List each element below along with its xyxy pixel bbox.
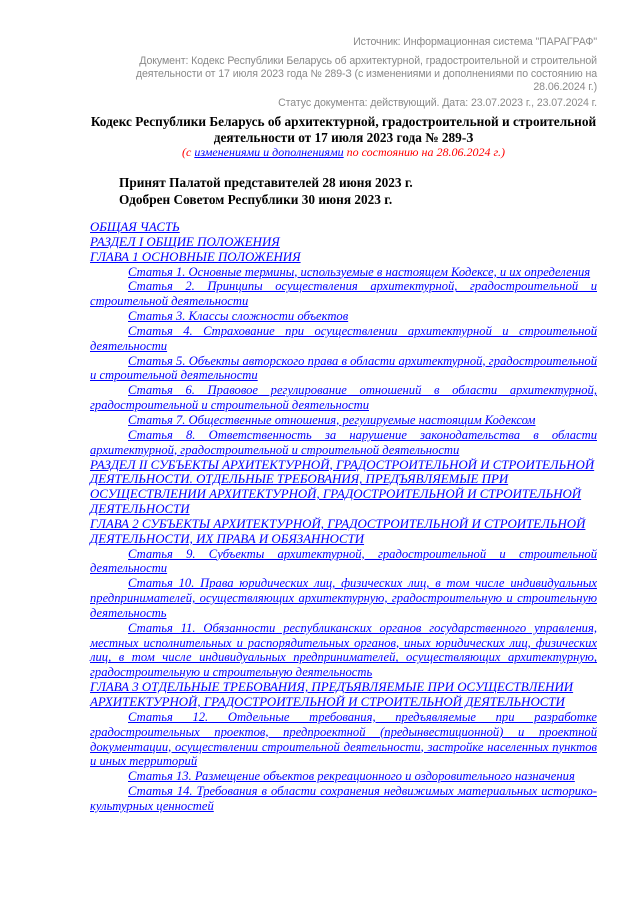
source-line: Источник: Информационная система "ПАРАГРАФ" [353, 36, 597, 48]
table-of-contents [90, 220, 597, 814]
toc-heading-link[interactable]: ОБЩАЯ ЧАСТЬ [90, 220, 180, 234]
amendment-note [90, 145, 597, 161]
toc-heading-link[interactable]: РАЗДЕЛ II СУБЪЕКТЫ АРХИТЕКТУРНОЙ, ГРАДОСТРОИТЕЛЬНОЙ И СТРОИТЕЛЬНОЙ ДЕЯТЕЛЬНОСТИ. ОТДЕЛЬНЫЕ ТРЕБОВАНИЯ, ПРЕДЪЯВЛЯЕМЫЕ ПРИ ОСУЩЕСТВЛЕНИИ АРХИТЕКТУРНОЙ, ГРАДОСТРОИТЕЛЬНОЙ И СТРОИТЕЛЬНОЙ ДЕЯТЕЛЬНОСТИ [90, 457, 595, 517]
status-line: Статус документа: действующий. Дата: 23.07.2023 г., 23.07.2024 г. [278, 97, 597, 109]
toc-article-link[interactable]: Статья 1. Основные термины, используемые в настоящем Кодексе, и их определения [128, 264, 591, 279]
toc-article-link[interactable]: Статья 8. Ответственность за нарушение законодательства в области архитектурной, градостроительной и строительной деятельности [90, 427, 597, 457]
toc-article-link[interactable]: Статья 13. Размещение объектов рекреационного и оздоровительного назначения [128, 769, 575, 784]
amendments-link[interactable]: изменениями и дополнениями [194, 145, 344, 159]
approved-line: Одобрен Советом Республики 30 июня 2023 г. [119, 192, 393, 207]
toc-article-link[interactable]: Статья 6. Правовое регулирование отношений в области архитектурной, градостроительной и строительной деятельности [90, 383, 597, 413]
toc-heading-link[interactable]: ГЛАВА 1 ОСНОВНЫЕ ПОЛОЖЕНИЯ [90, 249, 301, 264]
toc-article-link[interactable]: Статья 12. Отдельные требования, предъявляемые при разработке градостроительных проектов, предпроектной (предынвестиционной) и проектной документации, осуществлении строительной деятельности, застройке населенных пунктов и иных территорий [90, 709, 597, 769]
toc-heading-link[interactable]: ГЛАВА 3 ОТДЕЛЬНЫЕ ТРЕБОВАНИЯ, ПРЕДЪЯВЛЯЕМЫЕ ПРИ ОСУЩЕСТВЛЕНИИ АРХИТЕКТУРНОЙ, ГРАДОСТРОИТЕЛЬНОЙ И СТРОИТЕЛЬНОЙ ДЕЯТЕЛЬНОСТИ [90, 680, 574, 709]
toc-article-link[interactable]: Статья 10. Права юридических лиц, физических лиц, в том числе индивидуальных предпринимателей, осуществляющих архитектурную, градостроительную и строительную деятельность [90, 576, 597, 620]
document-line: Документ: Кодекс Республики Беларусь об архитектурной, градостроительной и строительной деятельности от 17 июля 2023 года № 289-З (с изменениями и дополнениями по состоянию на 28.06.2024 г.) [135, 55, 597, 93]
amendment-open: (с [182, 145, 195, 159]
toc-article-link[interactable]: Статья 2. Принципы осуществления архитектурной, градостроительной и строительной деятельности [90, 279, 597, 309]
toc-article-link[interactable]: Статья 5. Объекты авторского права в области архитектурной, градостроительной и строительной деятельности [90, 353, 597, 383]
toc-article-link[interactable]: Статья 11. Обязанности республиканских органов государственного управления, местных исполнительных и распорядительных органов, иных юридических лиц, физических лиц, в том числе индивидуальных предпринимателей, осуществляющих архитектурную, градостроительную и строительную деятельность [90, 620, 597, 680]
document-title [90, 114, 597, 161]
adoption-info [119, 174, 413, 208]
toc-heading-link[interactable]: РАЗДЕЛ I ОБЩИЕ ПОЛОЖЕНИЯ [90, 234, 280, 249]
toc-heading-link[interactable]: ГЛАВА 2 СУБЪЕКТЫ АРХИТЕКТУРНОЙ, ГРАДОСТРОИТЕЛЬНОЙ И СТРОИТЕЛЬНОЙ ДЕЯТЕЛЬНОСТИ, ИХ ПРАВА И ОБЯЗАННОСТИ [90, 516, 586, 546]
toc-article-link[interactable]: Статья 14. Требования в области сохранения недвижимых материальных историко-культурных ценностей [90, 784, 597, 813]
toc-article-link[interactable]: Статья 3. Классы сложности объектов [128, 309, 349, 324]
title-text: Кодекс Республики Беларусь об архитектурной, градостроительной и строительной деятельности от 17 июля 2023 года № 289-З [90, 114, 597, 145]
toc-article-link[interactable]: Статья 7. Общественные отношения, регулируемые настоящим Кодексом [128, 412, 536, 427]
amendment-rest: по состоянию на 28.06.2024 г.) [343, 145, 505, 159]
adopted-line: Принят Палатой представителей 28 июня 2023 г. [119, 175, 413, 190]
toc-article-link[interactable]: Статья 4. Страхование при осуществлении архитектурной и строительной деятельности [90, 323, 597, 353]
toc-article-link[interactable]: Статья 9. Субъекты архитектурной, градостроительной и строительной деятельности [90, 546, 597, 576]
